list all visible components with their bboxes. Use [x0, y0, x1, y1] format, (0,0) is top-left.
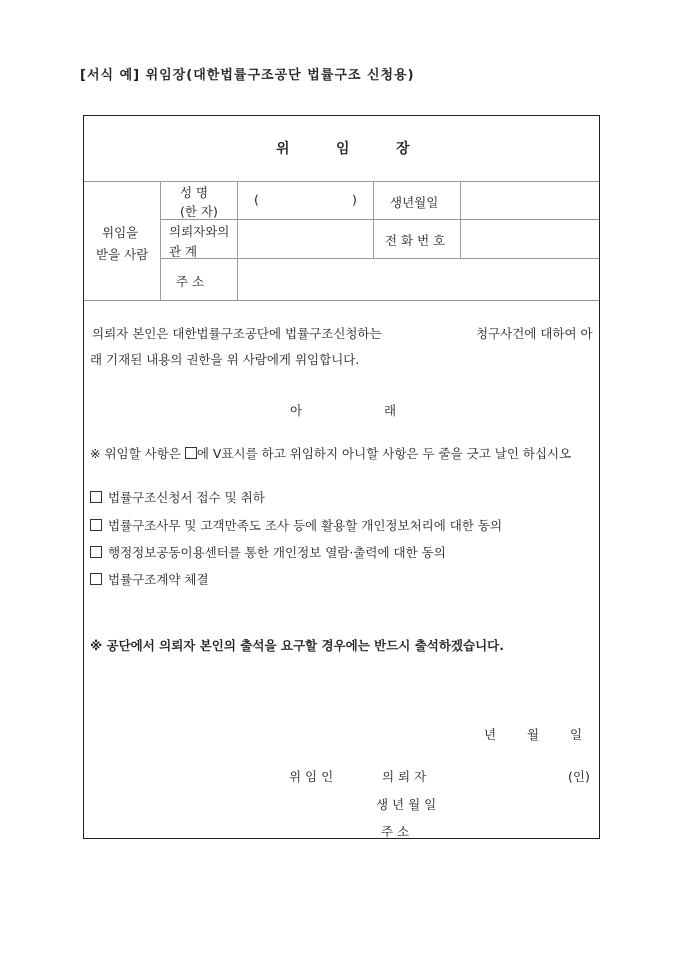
item-checkbox[interactable]: [90, 573, 102, 585]
birth-date-label: 생년월일: [390, 195, 439, 210]
table-col-divider-3: [373, 181, 374, 258]
hanja-name-field[interactable]: [243, 186, 368, 214]
seal-mark: (인): [568, 769, 590, 784]
doc-title-char-1: 위: [276, 141, 290, 157]
item-checkbox[interactable]: [90, 519, 102, 531]
item-checkbox[interactable]: [90, 491, 102, 503]
hanja-close-paren: ): [352, 192, 357, 207]
table-top-border: [84, 181, 599, 182]
grantor-label: 위 임 인: [289, 769, 334, 784]
birth-date-field[interactable]: [466, 186, 594, 214]
address-label: 주 소: [176, 274, 205, 289]
date-month-label: 월: [527, 727, 540, 742]
below-heading-char-2: 래: [384, 403, 397, 418]
item-checkbox[interactable]: [90, 546, 102, 558]
hanja-open-paren: (: [254, 192, 259, 207]
list-item: [90, 543, 446, 561]
signature-address-label: 주 소: [381, 824, 410, 839]
instruction-note-suffix: 에 V표시를 하고 위임하지 아니할 사항은 두 줄을 긋고 날인 하십시오: [196, 446, 572, 461]
phone-field[interactable]: [466, 223, 594, 253]
attendance-notice: ※ 공단에서 의뢰자 본인의 출석을 요구할 경우에는 반드시 출석하겠습니다.: [90, 638, 504, 653]
item-label: 법률구조신청서 접수 및 취하: [108, 490, 265, 505]
date-year-label: 년: [484, 727, 497, 742]
client-label: 의 뢰 자: [382, 769, 427, 784]
checkbox-sample-icon: [185, 447, 197, 459]
item-label: 법률구조사무 및 고객만족도 조사 등에 활용할 개인정보처리에 대한 동의: [108, 518, 503, 533]
table-bottom-border: [84, 300, 599, 301]
list-item: [90, 570, 209, 588]
instruction-note: [90, 444, 571, 462]
grantee-label-line2: 받을 사람: [96, 247, 149, 262]
below-heading-char-1: 아: [290, 403, 303, 418]
item-label: 법률구조계약 체결: [108, 572, 209, 587]
relation-field[interactable]: [242, 223, 368, 253]
table-col-divider-2: [237, 181, 238, 300]
phone-label: 전 화 번 호: [385, 233, 446, 248]
name-label-line1: 성 명: [180, 185, 209, 200]
body-text-line1-a: 의뢰자 본인은 대한법률구조공단에 법률구조신청하는: [92, 326, 382, 341]
form-header-title: [서식 예] 위임장(대한법률구조공단 법률구조 신청용): [80, 68, 415, 83]
name-label-line2: (한 자): [180, 204, 218, 219]
date-day-label: 일: [570, 727, 583, 742]
list-item: [90, 488, 265, 506]
doc-title-char-2: 임: [336, 141, 350, 157]
body-text-line2: 래 기재된 내용의 권한을 위 사람에게 위임합니다.: [90, 352, 360, 367]
table-row-divider-1: [160, 219, 599, 220]
item-label: 행정정보공동이용센터를 통한 개인정보 열람·출력에 대한 동의: [108, 545, 446, 560]
body-text-line1-b: 청구사건에 대하여 아: [476, 326, 593, 341]
table-col-divider-1: [160, 181, 161, 300]
doc-title-char-3: 장: [396, 141, 410, 157]
address-field[interactable]: [242, 263, 594, 295]
instruction-note-prefix: ※ 위임할 사항은: [90, 446, 181, 461]
case-name-field[interactable]: [390, 318, 472, 338]
relation-label-line2: 관 계: [169, 244, 198, 259]
relation-label-line1: 의뢰자와의: [169, 224, 230, 239]
signature-birth-label: 생 년 월 일: [376, 797, 437, 812]
grantee-label-line1: 위임을: [102, 225, 139, 240]
client-name-field[interactable]: [452, 762, 552, 784]
list-item: [90, 516, 502, 534]
table-row-divider-2: [160, 258, 599, 259]
table-col-divider-4: [460, 181, 461, 258]
